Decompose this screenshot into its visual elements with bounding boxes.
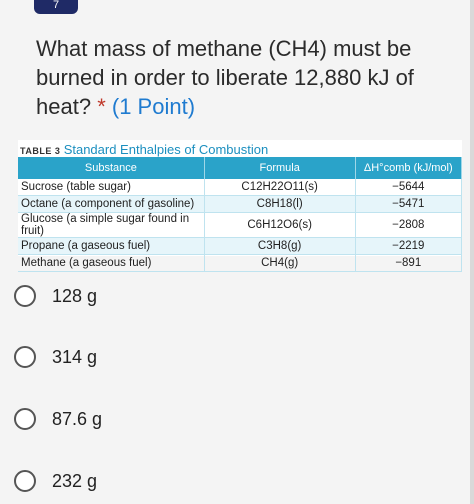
cell-enthalpy: −891 [355, 255, 461, 272]
cell-formula: C6H12O6(s) [204, 213, 355, 238]
cell-enthalpy: −2219 [355, 238, 461, 255]
enthalpy-table [18, 157, 462, 272]
table-row [18, 238, 462, 255]
table-row [18, 179, 462, 196]
cell-enthalpy: −5644 [355, 179, 461, 196]
header-enthalpy: ΔH°comb (kJ/mol) [355, 157, 461, 179]
cell-enthalpy: −2808 [355, 213, 461, 238]
cell-formula: C3H8(g) [204, 238, 355, 255]
option-128g[interactable] [14, 285, 97, 307]
scroll-edge [470, 0, 474, 504]
header-substance: Substance [18, 157, 204, 179]
required-mark: * [97, 94, 106, 119]
cell-substance: Propane (a gaseous fuel) [18, 238, 204, 255]
radio-button[interactable] [14, 285, 36, 307]
points-label: (1 Point) [111, 94, 196, 119]
table-label: TABLE 3 [20, 146, 61, 156]
question-number: 7 [52, 0, 60, 11]
cell-formula: C8H18(l) [204, 196, 355, 213]
question-number-tab [34, 0, 78, 14]
option-232g[interactable] [14, 470, 97, 492]
radio-button[interactable] [14, 408, 36, 430]
option-87-6g[interactable] [14, 408, 102, 430]
cell-formula: CH4(g) [204, 255, 355, 272]
cell-substance: Glucose (a simple sugar found in fruit) [18, 213, 204, 238]
cell-substance: Octane (a component of gasoline) [18, 196, 204, 213]
table-row [18, 213, 462, 238]
radio-button[interactable] [14, 346, 36, 368]
table-caption [18, 140, 462, 157]
cell-substance: Methane (a gaseous fuel) [18, 255, 204, 272]
enthalpy-table-image [18, 140, 462, 269]
table-header-row [18, 157, 462, 179]
option-314g[interactable] [14, 346, 97, 368]
cell-substance: Sucrose (table sugar) [18, 179, 204, 196]
question-prompt [36, 34, 456, 121]
option-label: 87.6 g [52, 408, 103, 429]
option-label: 314 g [52, 346, 98, 367]
question-text: What mass of methane (CH4) must be burned in order to liberate 12,880 kJ of heat? [36, 36, 414, 119]
option-label: 128 g [52, 285, 98, 306]
cell-enthalpy: −5471 [355, 196, 461, 213]
radio-button[interactable] [14, 470, 36, 492]
header-formula: Formula [204, 157, 355, 179]
cell-formula: C12H22O11(s) [204, 179, 355, 196]
table-row [18, 255, 462, 272]
table-row [18, 196, 462, 213]
table-title: Standard Enthalpies of Combustion [63, 142, 269, 157]
option-label: 232 g [52, 470, 98, 491]
